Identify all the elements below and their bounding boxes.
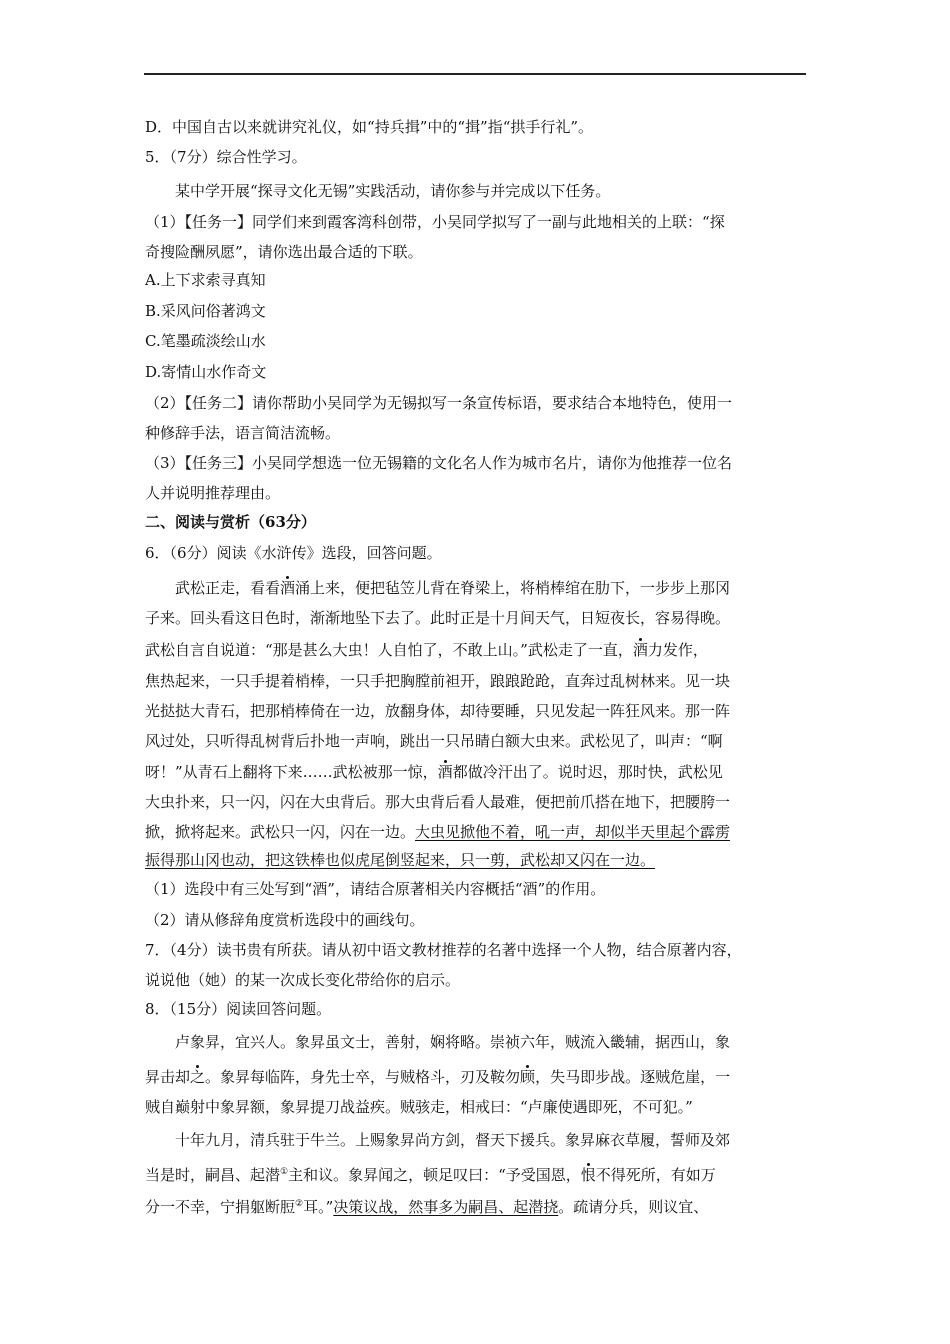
q5-task3-line1: （3）【任务三】小吴同学想选一位无锡籍的文化名人作为城市名片，请你为他推荐一位名 xyxy=(145,454,733,472)
q6-header: 6．（6分）阅读《水浒传》选段，回答问题。 xyxy=(145,544,442,562)
emphasis-char: 之 xyxy=(190,1068,206,1086)
q5-task2-line2: 种修辞手法，语言简洁流畅。 xyxy=(145,424,341,442)
emphasis-char: 酒 xyxy=(280,579,296,597)
q8-passage-line: 十年九月，清兵驻于牛兰。上赐象昇尚方剑，督天下援兵。象昇麻衣草履，誓师及郊 xyxy=(175,1131,731,1149)
q4-option-d: D．中国自古以来就讲究礼仪，如“持兵揖”中的“揖”指“拱手行礼”。 xyxy=(145,118,594,136)
q6-passage-line: 掀，掀将起来。武松只一闪，闪在一边。大虫见掀他不着，吼一声，却似半天里起个霹雳 xyxy=(145,823,731,841)
q6-passage-line: 武松正走，看看酒涌上来，便把毡笠儿背在脊梁上，将梢棒绾在肋下，一步步上那冈 xyxy=(175,579,731,597)
emphasis-char: 顾 xyxy=(520,1068,536,1086)
q6-passage-line: 呀！”从青石上翻将下来……武松被那一惊，酒都做冷汗出了。说时迟，那时快，武松见 xyxy=(145,763,723,781)
q8-passage-line: 分一不幸，宁捐躯断脰②耳。”决策议战，然事多为嗣昌、起潜挠。疏请分兵，则议宜、 xyxy=(145,1198,709,1216)
q5-task2-line1: （2）【任务二】请你帮助小吴同学为无锡拟写一条宣传标语，要求结合本地特色，使用一 xyxy=(145,394,733,412)
q7-line1: 7．（4分）读书贵有所获。请从初中语文教材推荐的名著中选择一个人物，结合原著内容， xyxy=(145,941,742,959)
q6-passage-line: 光挞挞大青石，把那梢棒倚在一边，放翻身体，却待要睡，只见发起一阵狂风来。那一阵 xyxy=(145,702,731,720)
q6-passage-line: 焦热起来，一只手提着梢棒，一只手把胸膛前袒开，踉踉跄跄，直奔过乱树林来。见一块 xyxy=(145,672,731,690)
underlined-sentence-cont: 振得那山冈也动，把这铁棒也似虎尾倒竖起来，只一剪，武松却又闪在一边。 xyxy=(145,851,656,869)
q5-option-a: A.上下求索寻真知 xyxy=(145,271,266,289)
emphasis-char: 恨 xyxy=(580,1166,596,1184)
underlined-sentence: 大虫见掀他不着，吼一声，却似半天里起个霹雳 xyxy=(415,823,731,841)
q6-passage-line: 风过处，只听得乱树背后扑地一声响，跳出一只吊睛白额大虫来。武松见了，叫声：“啊 xyxy=(145,732,723,750)
q6-sub1: （1）选段中有三处写到“酒”，请结合原著相关内容概括“酒”的作用。 xyxy=(145,880,606,898)
q8-passage-line: 昇击却之。象昇每临阵，身先士卒，与贼格斗，刃及鞍勿顾，失马即步战。逐贼危崖，一 xyxy=(145,1068,731,1086)
emphasis-char: 酒 xyxy=(437,763,453,781)
q8-passage-line: 贼自巅射中象昇额，象昇提刀战益疾。贼骇走，相戒曰：“卢廉使遇即死，不可犯。” xyxy=(145,1098,693,1116)
q5-header: 5．（7分）综合性学习。 xyxy=(145,148,307,166)
emphasis-char: 酒 xyxy=(632,641,648,659)
q5-intro: 某中学开展“探寻文化无锡”实践活动，请你参与并完成以下任务。 xyxy=(175,182,611,200)
q8-passage-line: 卢象昇，宜兴人。象昇虽文士，善射，娴将略。崇祯六年，贼流入畿辅，据西山，象 xyxy=(175,1033,731,1051)
underlined-sentence: 决策议战，然事多为嗣昌、起潜挠 xyxy=(333,1198,559,1216)
footnote-marker: ① xyxy=(280,1167,289,1177)
q5-task3-line2: 人并说明推荐理由。 xyxy=(145,484,281,502)
q6-passage-line: 武松自言自说道：“那是甚么大虫！人自怕了，不敢上山。”武松走了一直，酒力发作， xyxy=(145,641,708,659)
section2-title: 二、阅读与赏析（63分） xyxy=(145,513,316,531)
q8-header: 8．（15分）阅读回答问题。 xyxy=(145,1000,332,1018)
q5-task1-line2: 奇搜险酬夙愿”，请你选出最合适的下联。 xyxy=(145,243,423,261)
q5-option-c: C.笔墨疏淡绘山水 xyxy=(145,332,266,350)
q6-passage-line: 大虫扑来，只一闪，闪在大虫背后。那大虫背后看人最难，便把前爪搭在地下，把腰胯一 xyxy=(145,793,731,811)
q6-sub2: （2）请从修辞角度赏析选段中的画线句。 xyxy=(145,911,425,929)
q5-task1-line1: （1）【任务一】同学们来到霞客湾科创带，小吴同学拟写了一副与此地相关的上联：“探 xyxy=(145,213,725,231)
q5-option-d: D.寄情山水作奇文 xyxy=(145,363,267,381)
header-rule xyxy=(144,73,806,75)
q8-passage-line: 当是时，嗣昌、起潜①主和议。象昇闻之，顿足叹曰：“予受国恩，恨不得死所，有如万 xyxy=(145,1166,716,1184)
q7-line2: 说说他（她）的某一次成长变化带给你的启示。 xyxy=(145,971,461,989)
footnote-marker: ② xyxy=(295,1199,304,1209)
q5-option-b: B.采风问俗著鸿文 xyxy=(145,302,266,320)
q6-passage-line: 子来。回头看这日色时，渐渐地坠下去了。此时正是十月间天气，日短夜长，容易得晚。 xyxy=(145,609,731,627)
